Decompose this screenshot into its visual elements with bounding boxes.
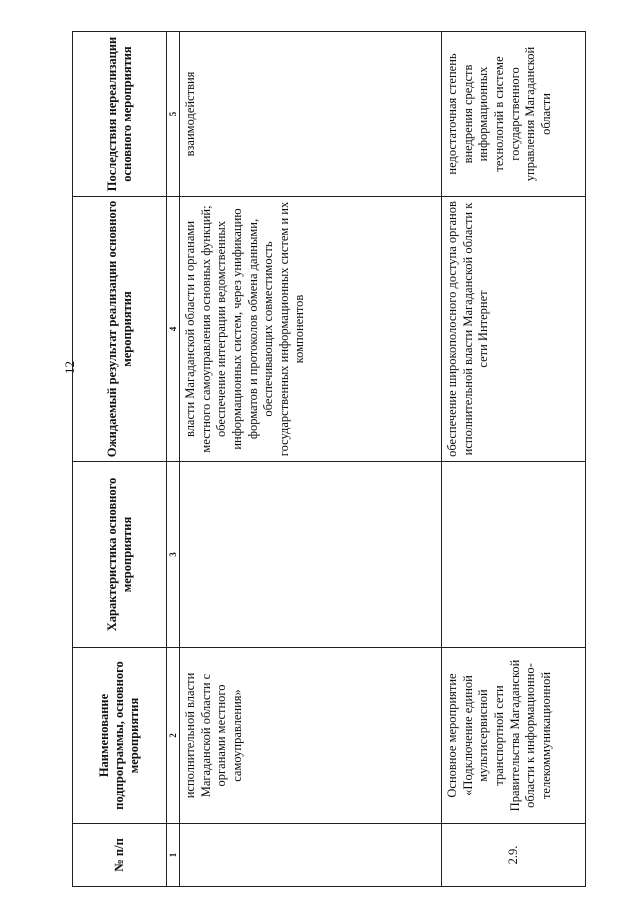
header-name: Наименование подпрограммы, основного мероприятия bbox=[73, 648, 167, 824]
row-consequences: недостаточная степень внедрения средств информационных технологий в системе государственного управления Магаданской области bbox=[442, 32, 586, 197]
page-number: 12 bbox=[62, 361, 77, 374]
measures-table bbox=[72, 31, 586, 887]
row-expected: обеспечение широкополосного доступа органов исполнительной власти Магаданской области к сети Интернет bbox=[442, 197, 586, 462]
column-number: 1 bbox=[167, 824, 180, 887]
column-number-row bbox=[167, 32, 180, 887]
row-characteristic bbox=[180, 462, 442, 648]
column-number: 5 bbox=[167, 32, 180, 197]
table-header-row bbox=[73, 32, 167, 887]
table-row bbox=[180, 32, 442, 887]
column-number: 3 bbox=[167, 462, 180, 648]
table-row bbox=[442, 32, 586, 887]
row-num bbox=[180, 824, 442, 887]
header-consequences: Последствия нереализации основного мероприятия bbox=[73, 32, 167, 197]
row-characteristic bbox=[442, 462, 586, 648]
rotated-page-content bbox=[72, 32, 582, 887]
row-consequences: взаимодействия bbox=[180, 32, 442, 197]
row-name: исполнительной власти Магаданской области с органами местного самоуправления» bbox=[180, 648, 442, 824]
header-characteristic: Характеристика основного мероприятия bbox=[73, 462, 167, 648]
row-expected: власти Магаданской области и органами местного самоуправления основных функций; обеспечение интеграции ведомственных информационных систем, через унификацию форматов и протоколов обмена данными, обеспечивающих совместимость государственных информационных систем и их компонентов bbox=[180, 197, 442, 462]
column-number: 4 bbox=[167, 197, 180, 462]
row-num: 2.9. bbox=[442, 824, 586, 887]
header-expected: Ожидаемый результат реализации основного мероприятия bbox=[73, 197, 167, 462]
header-num: № п/п bbox=[73, 824, 167, 887]
column-number: 2 bbox=[167, 648, 180, 824]
row-name: Основное мероприятие «Подключение единой мультисервисной транспортной сети Правительства Магаданской области к информационно-телекоммуникационной bbox=[442, 648, 586, 824]
